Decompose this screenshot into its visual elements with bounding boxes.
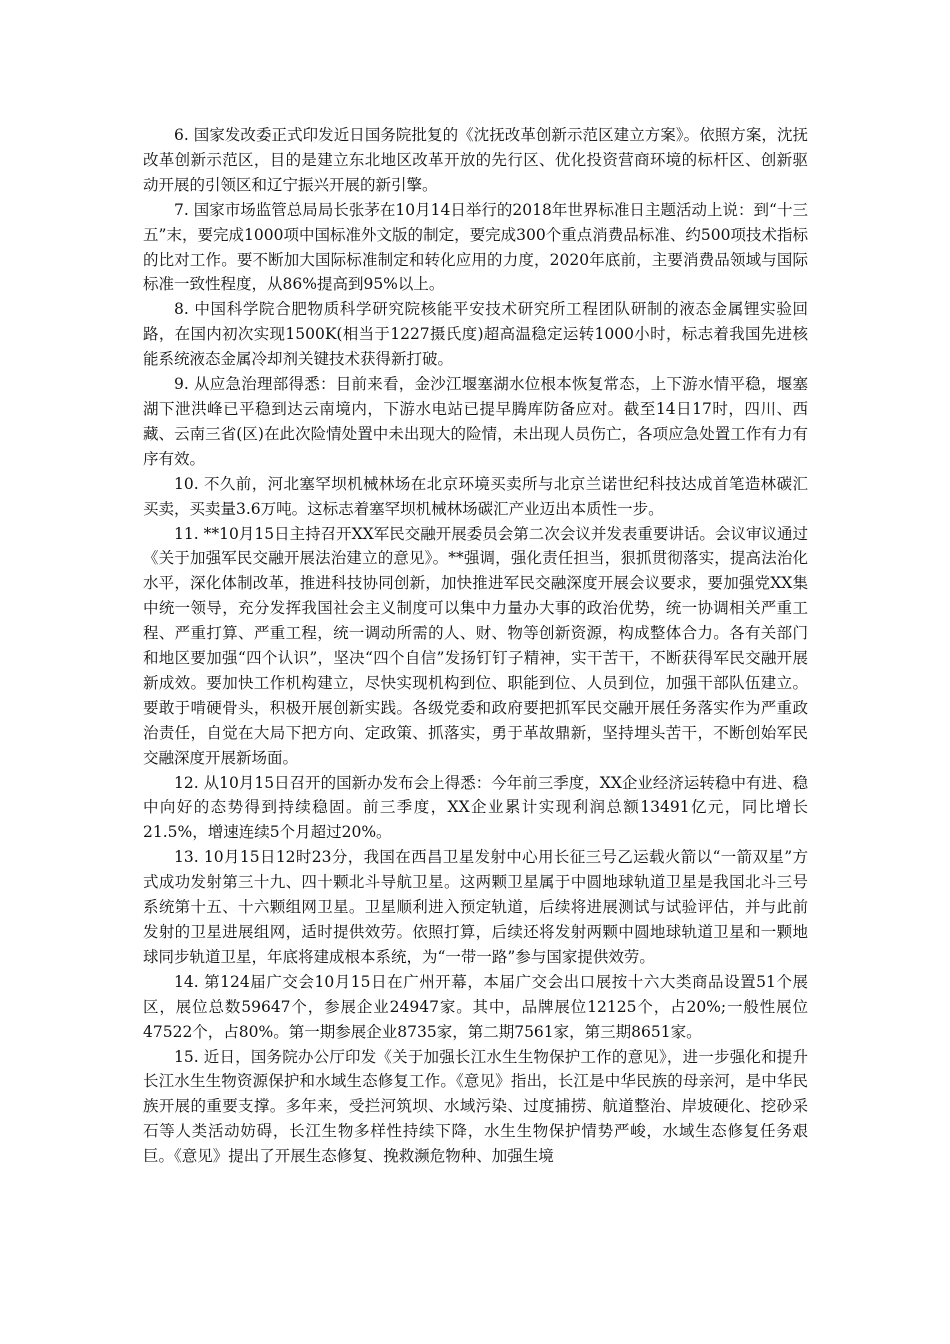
paragraph-15: 15. 近日，国务院办公厅印发《关于加强长江水生生物保护工作的意见》，进一步强化和提升长江水生生物资源保护和水域生态修复工作。《意见》指出，长江是中华民族的母亲河，是中华民族开展的重要支撑。多年来，受拦河筑坝、水域污染、过度捕捞、航道整治、岸坡硬化、挖砂采石等人类活动妨碍，长江生物多样性持续下降，水生生物保护情势严峻，水域生态修复任务艰巨。《意见》提出了开展生态修复、挽救濒危物种、加强生境 [143,1047,808,1166]
paragraph-12: 12. 从10月15日召开的国新办发布会上得悉：今年前三季度，XX企业经济运转稳中有进、稳中向好的态势得到持续稳固。前三季度，XX企业累计实现利润总额13491亿元，同比增长21.5%，增速连续5个月超过20%。 [143,773,808,842]
paragraph-8: 8. 中国科学院合肥物质科学研究院核能平安技术研究所工程团队研制的液态金属锂实验回路，在国内初次实现1500K(相当于1227摄氏度)超高温稳定运转1000小时，标志着我国先进核能系统液态金属冷却剂关键技术获得新打破。 [143,300,808,369]
paragraph-11: 11. **10月15日主持召开XX军民交融开展委员会第二次会议并发表重要讲话。会议审议通过《关于加强军民交融开展法治建立的意见》。**强调，强化责任担当，狠抓贯彻落实，提高法治化水平，深化体制改革，推进科技协同创新，加快推进军民交融深度开展会议要求，要加强党XX集中统一领导，充分发挥我国社会主义制度可以集中力量办大事的政治优势，统一协调相关严重工程、严重打算、严重工程，统一调动所需的人、财、物等创新资源，构成整体合力。各有关部门和地区要加强“四个认识”，坚决“四个自信”发扬钉钉子精神，实干苦干，不断获得军民交融开展新成效。要加快工作机构建立，尽快实现机构到位、职能到位、人员到位，加强干部队伍建立。要敢于啃硬骨头，积极开展创新实践。各级党委和政府要把抓军民交融开展任务落实作为严重政治责任，自觉在大局下把方向、定政策、抓落实，勇于革故鼎新，坚持埋头苦干，不断创始军民交融深度开展新场面。 [143,524,808,767]
paragraph-14: 14. 第124届广交会10月15日在广州开幕，本届广交会出口展按十六大类商品设置51个展区，展位总数59647个，参展企业24947家。其中，品牌展位12125个，占20%;一般性展位47522个，占80%。第一期参展企业8735家，第二期7561家，第三期8651家。 [143,972,808,1041]
document-body [143,123,808,1169]
paragraph-9: 9. 从应急治理部得悉：目前来看，金沙江堰塞湖水位根本恢复常态，上下游水情平稳，堰塞湖下泄洪峰已平稳到达云南境内，下游水电站已提早腾库防备应对。截至14日17时，四川、西藏、云南三省(区)在此次险情处置中未出现大的险情，未出现人员伤亡，各项应急处置工作有力有序有效。 [143,375,808,468]
paragraph-10: 10. 不久前，河北塞罕坝机械林场在北京环境买卖所与北京兰诺世纪科技达成首笔造林碳汇买卖，买卖量3.6万吨。这标志着塞罕坝机械林场碳汇产业迈出本质性一步。 [143,474,808,518]
paragraph-6: 6. 国家发改委正式印发近日国务院批复的《沈抚改革创新示范区建立方案》。依照方案，沈抚改革创新示范区，目的是建立东北地区改革开放的先行区、优化投资营商环境的标杆区、创新驱动开展的引领区和辽宁振兴开展的新引擎。 [143,126,808,194]
paragraph-13: 13. 10月15日12时23分，我国在西昌卫星发射中心用长征三号乙运载火箭以“一箭双星”方式成功发射第三十九、四十颗北斗导航卫星。这两颗卫星属于中圆地球轨道卫星是我国北斗三号系统第十五、十六颗组网卫星。卫星顺利进入预定轨道，后续将进展测试与试验评估，并与此前发射的卫星进展组网，适时提供效劳。依照打算，后续还将发射两颗中圆地球轨道卫星和一颗地球同步轨道卫星，年底将建成根本系统，为“一带一路”参与国家提供效劳。 [143,848,808,966]
paragraph-7: 7. 国家市场监管总局局长张茅在10月14日举行的2018年世界标准日主题活动上说：到“十三五”末，要完成1000项中国标准外文版的制定，要完成300个重点消费品标准、约500项技术指标的比对工作。要不断加大国际标准制定和转化应用的力度，2020年底前，主要消费品领域与国际标准一致性程度，从86%提高到95%以上。 [143,200,808,294]
